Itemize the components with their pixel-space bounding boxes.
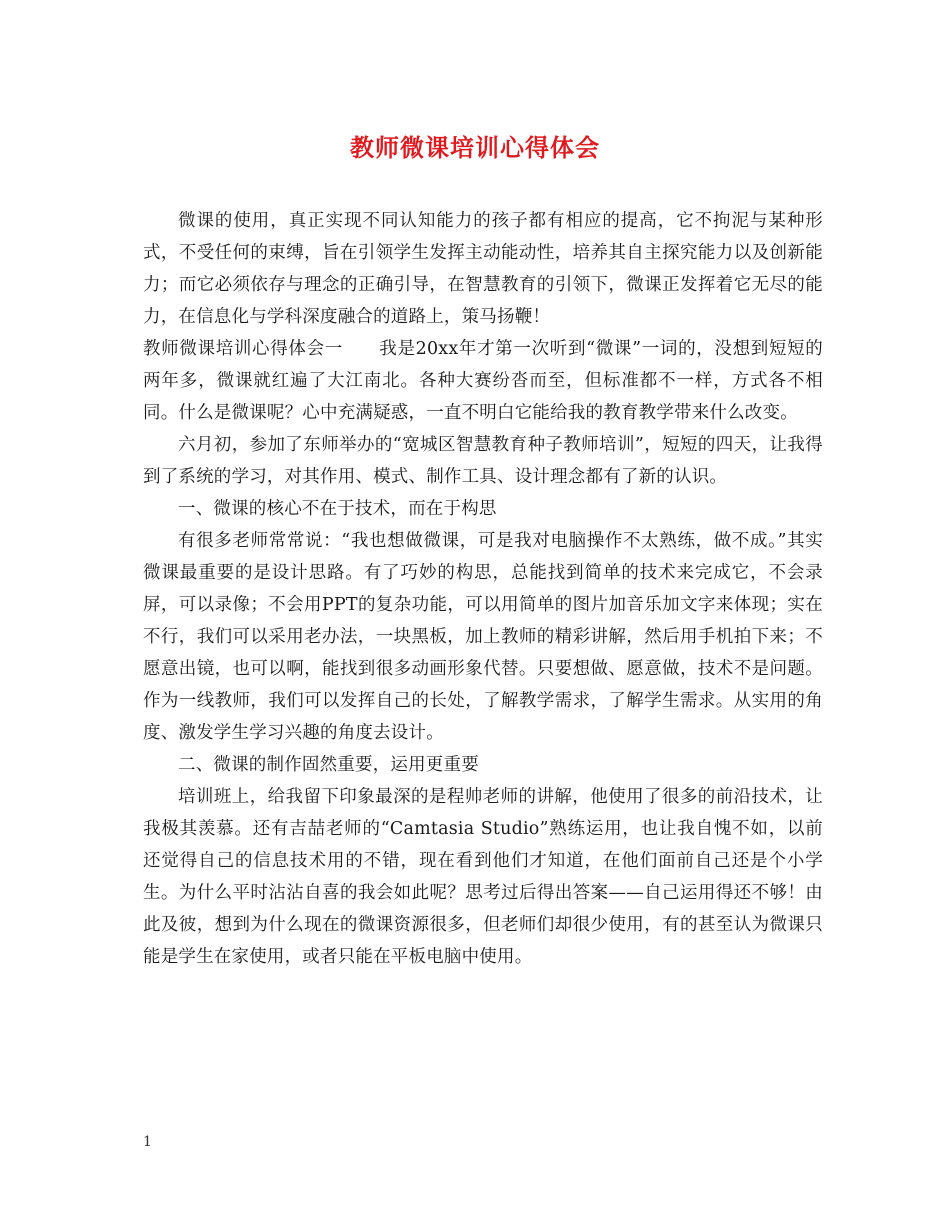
paragraph: 培训班上，给我留下印象最深的是程帅老师的讲解，他使用了很多的前沿技术，让我极其羡慕。还有吉喆老师的“Camtasia Studio”熟练运用，也让我自愧不如，以前还觉得自己的信息技术用的不错，现在看到他们才知道，在他们面前自己还是个小学生。为什么平时沾沾自喜的我会如此呢？思考过后得出答案——自己运用得还不够！由此及彼，想到为什么现在的微课资源很多，但老师们却很少使用，有的甚至认为微课只能是学生在家使用，或者只能在平板电脑中使用。 <box>143 787 823 967</box>
document-title: 教师微课培训心得体会 <box>350 133 600 162</box>
document-body <box>143 205 823 973</box>
section-heading: 二、微课的制作固然重要，运用更重要 <box>178 755 479 775</box>
paragraph: 教师微课培训心得体会一 我是20xx年才第一次听到“微课”一词的，没想到短短的两年多，微课就红遍了大江南北。各种大赛纷沓而至，但标准都不一样，方式各不相同。什么是微课呢？心中充满疑惑，一直不明白它能给我的教育教学带来什么改变。 <box>143 339 823 423</box>
paragraph: 微课的使用，真正实现不同认知能力的孩子都有相应的提高，它不拘泥与某种形式，不受任何的束缚，旨在引领学生发挥主动能动性，培养其自主探究能力以及创新能力；而它必须依存与理念的正确引导，在智慧教育的引领下，微课正发挥着它无尽的能力，在信息化与学科深度融合的道路上，策马扬鞭！ <box>143 211 823 327</box>
section-heading: 一、微课的核心不在于技术，而在于构思 <box>178 499 497 519</box>
paragraph: 六月初，参加了东师举办的“宽城区智慧教育种子教师培训”，短短的四天，让我得到了系统的学习，对其作用、模式、制作工具、设计理念都有了新的认识。 <box>143 435 823 487</box>
page-number: 1 <box>143 1134 152 1150</box>
paragraph: 有很多老师常常说：“我也想做微课，可是我对电脑操作不太熟练，做不成。”其实微课最重要的是设计思路。有了巧妙的构思，总能找到简单的技术来完成它，不会录屏，可以录像；不会用PPT的复杂功能，可以用简单的图片加音乐加文字来体现；实在不行，我们可以采用老办法，一块黑板，加上教师的精彩讲解，然后用手机拍下来；不愿意出镜，也可以啊，能找到很多动画形象代替。只要想做、愿意做，技术不是问题。作为一线教师，我们可以发挥自己的长处，了解教学需求，了解学生需求。从实用的角度、激发学生学习兴趣的角度去设计。 <box>143 531 823 743</box>
